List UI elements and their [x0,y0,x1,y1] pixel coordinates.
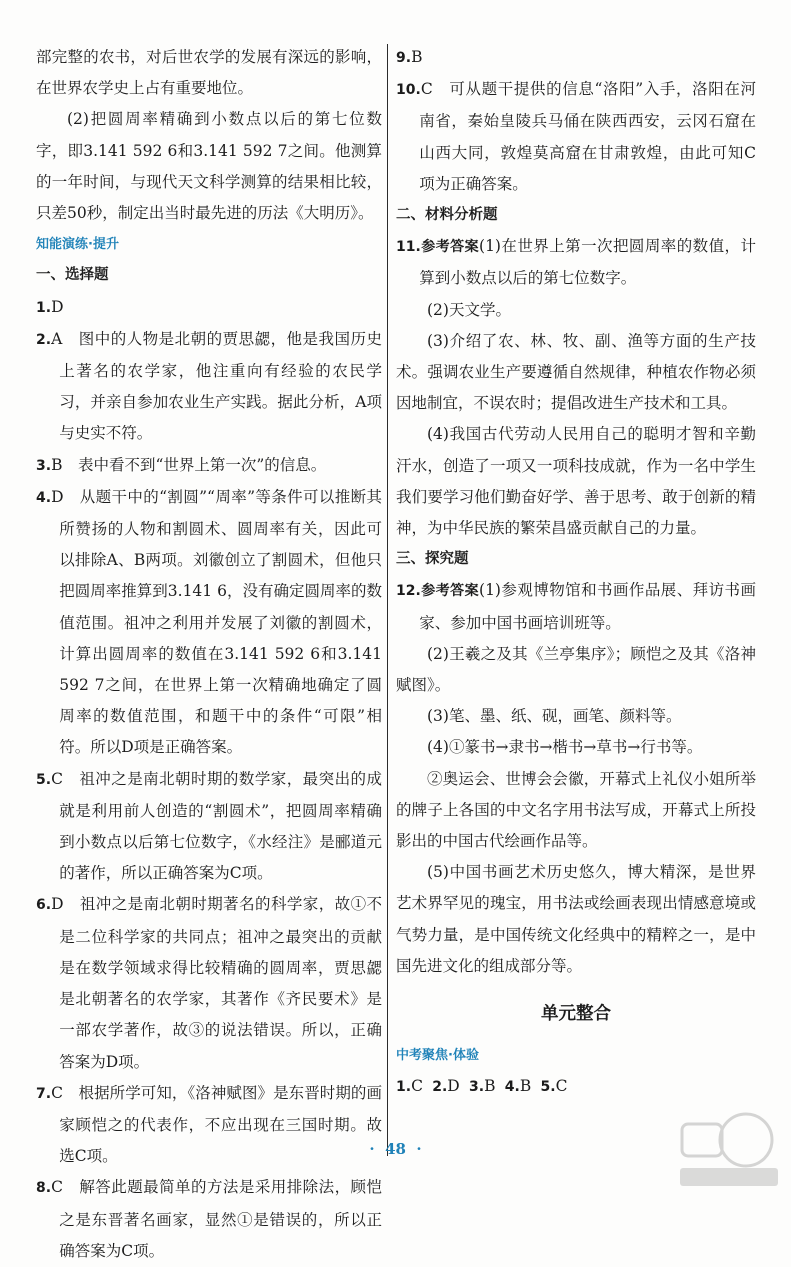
item-number: 7. [36,1085,52,1102]
page-number: · 48 · [369,1140,422,1158]
answer-item [36,1172,382,1267]
section-heading-material: 二、材料分析题 [396,207,498,224]
item-number: 4. [504,1079,520,1096]
answer-text: C 根据所学可知，《洛神赋图》是东晋时期的画家顾恺之的代表作，不应出现在三国时期。故选C项。 [51,1083,382,1166]
answer-item [36,292,382,324]
item-number: 2. [36,331,52,348]
answer-choice: D [447,1077,460,1096]
page-number-value: 48 [385,1140,406,1158]
column-divider [387,44,388,1156]
item-number: 8. [36,1180,52,1197]
item-number: 3. [36,457,52,474]
item-number: 1. [396,1079,412,1096]
answer-text: D [51,297,64,316]
answer-text: A 图中的人物是北朝的贾思勰，他是我国历史上著名的农学家，他注重向有经验的农民学习，并亲自参加农业生产实践。据此分析，A项与史实不符。 [51,329,382,443]
answer-list [396,42,756,200]
answer-item [36,889,382,1077]
answer-text: (1)参观博物馆和书画作品展、拜访书画家、参加中国书画培训班等。 [419,581,756,632]
paragraph-pi: (2)把圆周率精确到小数点以后的第七位数字，即3.141 592 6和3.141 592 7之间。他测算的一年时间，与现代天文科学测算的结果相比较，只差50秒，制定出当时最先进的历法《大明历》。 [36,110,382,223]
answer-choice: C [555,1077,568,1096]
item-number: 6. [36,897,52,914]
item-number: 4. [36,489,52,506]
answer-paragraph: (3)介绍了农、林、牧、副、渔等方面的生产技术。强调农业生产要遵循自然规律，种植农作物必须因地制宜，不误农时；提倡改进生产技术和工具。 [396,331,756,413]
answer-list [36,292,382,1267]
item-number: 3. [469,1079,485,1096]
answer-text: D 从题干中的“割圆”“周率”等条件可以推断其所赞扬的人物和割圆术、圆周率有关，因此可以排除A、B两项。刘徽创立了割圆术，但他只把圆周率推算到3.141 6，没有确定圆周率的数值范围。祖冲之利用并发展了刘徽的割圆术，计算出圆周率的数值在3.141 592 6和3.141 592 7之间，在世界上第一次精确地确定了圆周率的数值范围，和题干中的条件“可限”相符。所以D项是正确答案。 [51,487,382,757]
answer-item [36,324,382,450]
answer-item [36,482,382,764]
answer-paragraphs [396,295,756,545]
item-number: 11. [396,239,421,256]
item-number: 1. [36,299,52,316]
answer-paragraph: ②奥运会、世博会会徽，开幕式上礼仪小姐所举的牌子上各国的中文名字用书法写成，开幕式上所投影出的中国古代绘画作品等。 [396,769,756,851]
unit-title: 单元整合 [541,1004,611,1025]
answer-text: C 解答此题最简单的方法是采用排除法，顾恺之是东晋著名画家，显然①是错误的，所以正确答案为C项。 [51,1178,382,1260]
answer-choice: C [411,1077,423,1096]
answer-text: (1)在世界上第一次把圆周率的数值，计算到小数点以后的第七位数字。 [419,237,756,288]
item-number: 12. [396,583,421,600]
answer-text: C 祖冲之是南北朝时期的数学家，最突出的成就是利用前人创造的“割圆术”，把圆周率精确到小数点以后第七位数字，《水经注》是郦道元的著作，所以正确答案为C项。 [51,769,382,883]
reference-answer-label: 参考答案 [420,239,480,256]
paragraph-nongshu: 部完整的农书，对后世农学的发展有深远的影响，在世界农学史上占有重要地位。 [36,48,382,98]
answer-paragraph: (2)王羲之及其《兰亭集序》；顾恺之及其《洛神赋图》。 [396,644,756,695]
answer-paragraph: (4)我国古代劳动人民用自己的聪明才智和辛勤汗水，创造了一项又一项科技成就，作为一名中学生我们要学习他们勤奋好学、善于思考、敢于创新的精神，为中华民族的繁荣昌盛贡献自己的力量。 [396,425,756,538]
answer-item [396,74,756,200]
section-band: 知能演练·提升 [36,237,119,253]
section-band: 中考聚焦·体验 [396,1048,479,1064]
answer-paragraph: (5)中国书画艺术历史悠久，博大精深，是世界艺术界罕见的瑰宝，用书法或绘画表现出情感意境或气势力量，是中国传统文化经典中的精粹之一，是中国先进文化的组成部分等。 [396,863,756,975]
answer-text: B [411,48,423,66]
section-heading-choice: 一、选择题 [36,267,109,284]
item-number: 10. [396,82,421,99]
answer-choice: B [519,1077,532,1096]
answer-item [36,1078,382,1173]
right-column [396,42,756,1104]
answer-paragraph: (2)天文学。 [427,300,511,319]
item-number: 2. [432,1079,448,1096]
item-number: 5. [36,771,52,788]
left-column [36,42,382,1267]
final-answers [396,1071,756,1103]
answer-item [396,42,756,74]
answer-choice: B [484,1077,496,1096]
answer-paragraph: (4)①篆书→隶书→楷书→草书→行书等。 [427,738,703,757]
answer-paragraphs [396,639,756,982]
item-number: 5. [540,1079,556,1096]
answer-text: C 可从题干提供的信息“洛阳”入手，洛阳在河南省，秦始皇陵兵马俑在陕西西安，云冈石窟在山西大同，敦煌莫高窟在甘肃敦煌，由此可知C项为正确答案。 [419,80,756,193]
section-heading-inquiry: 三、探究题 [396,551,469,568]
answer-paragraph: (3)笔、墨、纸、砚，画笔、颜料等。 [427,707,682,726]
reference-answer-label: 参考答案 [420,583,480,600]
answer-text: B 表中看不到“世界上第一次”的信息。 [51,455,327,474]
answer-item-11 [396,231,756,294]
answer-text: D 祖冲之是南北朝时期著名的科学家，故①不是二位科学家的共同点；祖冲之最突出的贡献是在数学领域求得比较精确的圆周率，贾思勰是北朝著名的农学家，其著作《齐民要术》是一部农学著作，故③的说法错误。所以，正确答案为D项。 [51,895,382,1071]
answer-item [36,764,382,890]
item-number: 9. [396,50,412,66]
answer-item-12 [396,575,756,638]
answer-item [36,450,382,482]
